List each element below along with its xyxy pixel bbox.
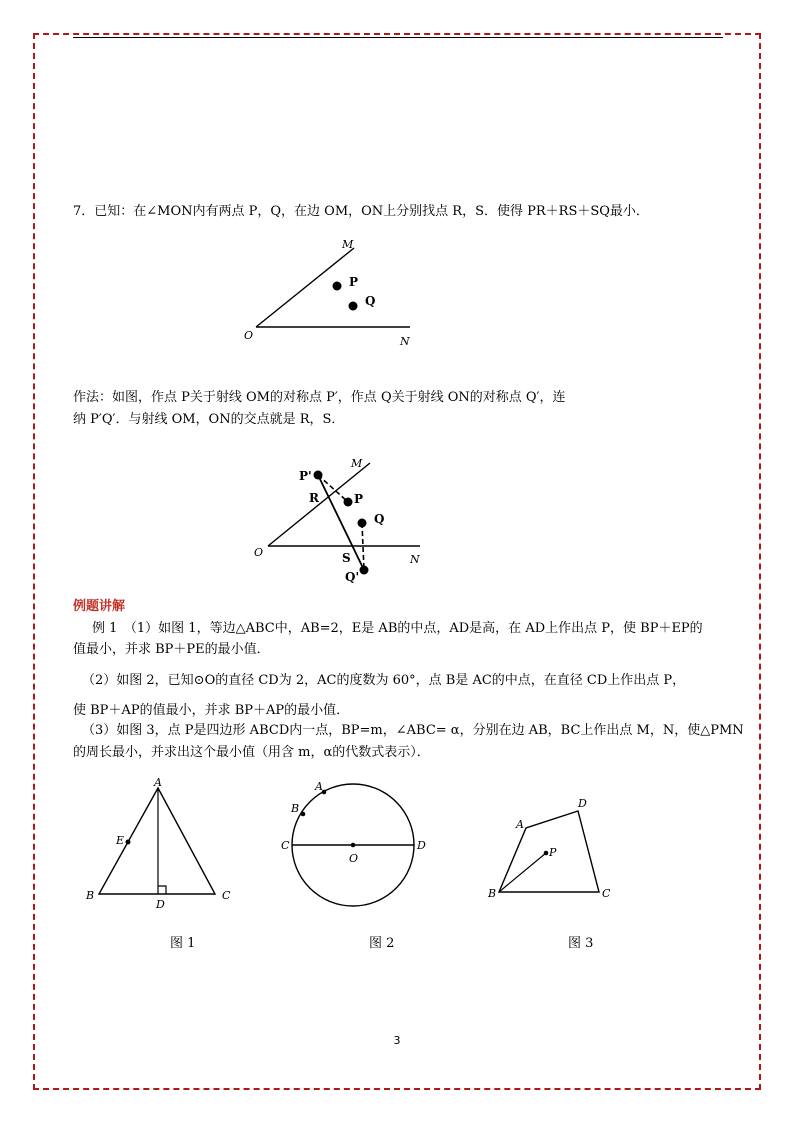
fig3-label-P: P [549,846,557,859]
label-O2: O [254,546,264,559]
example1-part2-line2: 使 BP＋AP的值最小，并求 BP＋AP的最小值． [73,703,350,718]
example1-part1-line1: 例 1 （1）如图 1，等边△ABC中，AB=2，E是 AB的中点，AD是高，在 AD上作出点 P，使 BP＋EP的 [92,621,703,636]
method-line-1: 作法：如图，作点 P关于射线 OM的对称点 P′，作点 Q关于射线 ON的对称点 Q′，连 [73,390,566,405]
figure-3 [485,790,625,910]
figure-1-caption: 图 1 [170,936,196,951]
label-Q: Q [365,294,376,308]
figure-2 [280,778,430,913]
label-P: P [349,275,359,289]
method-line-2: 纳 P′Q′．与射线 OM，ON的交点就是 R，S． [73,412,345,427]
fig3-label-D: D [578,797,587,810]
header-rule [73,37,723,38]
fig2-label-D: D [417,839,426,852]
label-P2: P [354,492,364,506]
fig3-label-B: B [488,887,497,900]
label-N2: N [410,553,420,566]
reflection-figure [250,455,430,585]
label-O: O [244,329,254,342]
figure-2-caption: 图 2 [369,936,395,951]
example1-part2-line1: （2）如图 2，已知⊙O的直径 CD为 2，AC的度数为 60°，点 B是 AC的中点，在直径 CD上作出点 P， [82,673,686,688]
example1-part1-line2: 值最小，并求 BP＋PE的最小值． [73,642,270,657]
label-S: S [342,551,351,565]
fig1-label-A: A [154,776,162,789]
fig3-label-A: A [516,818,524,831]
label-N: N [400,335,410,348]
label-Q-prime: Q' [345,570,360,584]
label-Q2: Q [374,512,385,526]
fig1-label-E: E [116,834,125,847]
fig2-label-C: C [281,839,290,852]
section-heading: 例题讲解 [73,599,126,614]
label-R: R [309,491,319,505]
fig3-label-C: C [602,887,611,900]
figure-3-caption: 图 3 [568,936,594,951]
label-M2: M [351,457,363,470]
fig2-label-B: B [291,802,300,815]
angle-figure [230,235,430,348]
page-number: 3 [393,1034,401,1047]
label-M: M [342,238,354,251]
fig1-label-B: B [86,889,95,902]
fig2-label-A: A [315,780,323,793]
fig2-label-O: O [349,852,359,865]
label-P-prime: P' [299,469,312,483]
fig1-label-D: D [156,898,165,911]
example1-part3-line1: （3）如图 3，点 P是四边形 ABCD内一点，BP=m，∠ABC= α，分别在边 AB，BC上作出点 M，N，使△PMN [82,723,744,738]
figure-1 [85,778,235,913]
example1-part3-line2: 的周长最小，并求出这个最小值（用含 m，α的代数式表示）． [73,745,430,760]
problem7-statement: 7．已知：在∠MON内有两点 P，Q，在边 OM，ON上分别找点 R，S．使得 PR＋RS＋SQ最小． [73,204,649,219]
fig1-label-C: C [222,889,231,902]
